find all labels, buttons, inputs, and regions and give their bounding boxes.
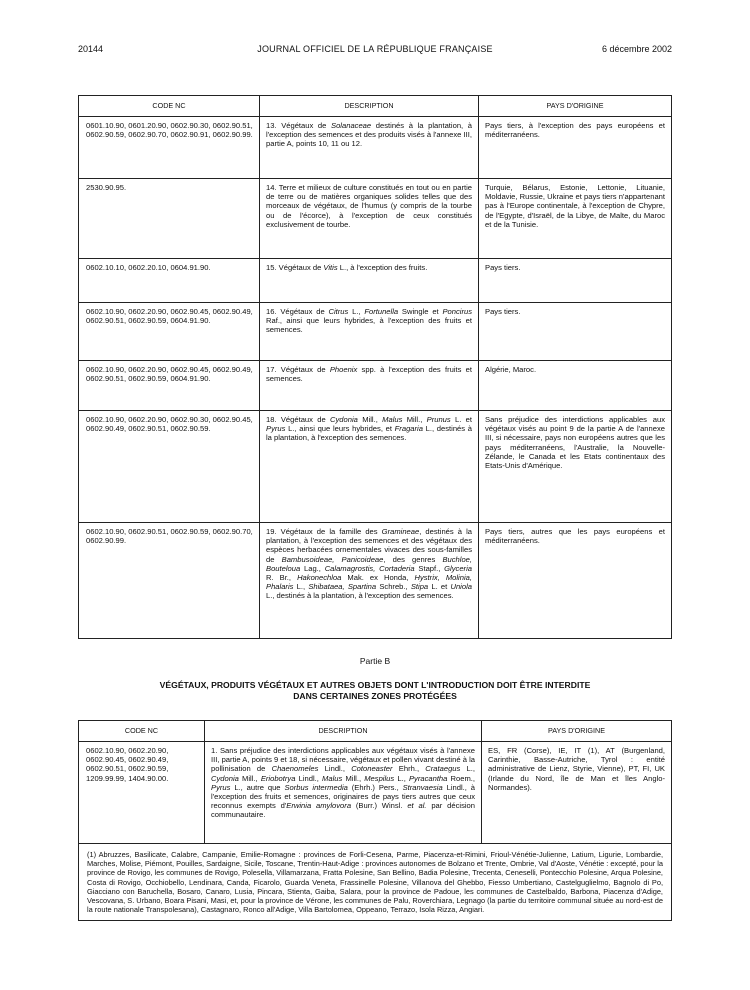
- table-row: [79, 411, 672, 523]
- table-header-row: [79, 721, 672, 742]
- section-title-line-1: VÉGÉTAUX, PRODUITS VÉGÉTAUX ET AUTRES OBJETS DONT L'INTRODUCTION DOIT ÊTRE INTERDITE: [159, 680, 591, 690]
- col-header-code: CODE NC: [79, 721, 205, 742]
- cell-origin: Pays tiers.: [479, 259, 672, 303]
- cell-description: 18. Végétaux de Cydonia Mill., Malus Mill., Prunus L. et Pyrus L., ainsi que leurs hybrides, et Fragaria L., destinés à la plantation, à l'exception des semences.: [260, 411, 479, 523]
- table-row: [79, 523, 672, 639]
- col-header-code: CODE NC: [79, 96, 260, 117]
- cell-origin: Turquie, Bélarus, Estonie, Lettonie, Lituanie, Moldavie, Russie, Ukraine et pays tiers n'appartenant pas à l'Europe continentale, à l'exception de Chypre, de l'Egypte, d'Israël, de la Libye, de Malte, du Maroc et de la Tunisie.: [479, 179, 672, 259]
- cell-code: 2530.90.95.: [79, 179, 260, 259]
- table-header-row: [79, 96, 672, 117]
- publication-date: 6 décembre 2002: [601, 44, 672, 54]
- cell-code: 0602.10.90, 0602.20.90, 0602.90.45, 0602.90.49, 0602.90.51, 0602.90.59, 0604.91.90.: [79, 361, 260, 411]
- footnote-row: [79, 844, 672, 921]
- cell-description: 15. Végétaux de Vitis L., à l'exception des fruits.: [260, 259, 479, 303]
- col-header-origin: PAYS D'ORIGINE: [482, 721, 672, 742]
- cell-code: 0602.10.10, 0602.20.10, 0604.91.90.: [79, 259, 260, 303]
- cell-origin: Pays tiers, autres que les pays européens et méditerranéens.: [479, 523, 672, 639]
- cell-origin: Pays tiers.: [479, 303, 672, 361]
- table-partie-a: [78, 95, 672, 639]
- journal-title: JOURNAL OFFICIEL DE LA RÉPUBLIQUE FRANÇAISE: [257, 44, 493, 54]
- footnote: (1) Abruzzes, Basilicate, Calabre, Campanie, Emilie-Romagne : provinces de Forli-Cesena, Parme, Piacenza-et-Rimini, Frioul-Vénétie-Julienne, Latium, Ligurie, Lombardie, Marches, Molise, Piémont, Pouilles, Sardaigne, Sicile, Toscane, Trentin-Haut-Adige : provinces autonomes de Bolzano et Trente, Ombrie, Val d'Aoste, Vénétie : excepté, pour la province de Rovigo, les communes de Rovigo, Polesella, Villamarzana, Fratta Polesine, San Bellino, Badia Polesine, Trecenta, Ceneselli, Pontecchio Polesine, Arqua Polesine, Costa di Rovigo, Occhiobello, Lendinara, Canda, Ficarolo, Guarda Veneta, Frassinelle Polesine, Villanova del Ghebbo, Fiesso Umbertiano, Castelguglielmo, Bagnolo di Po, Giacciano con Baruchella, Bosaro, Canaro, Lusia, Pincara, Stienta, Gaiba, Salara, pour la province de Padoue, les communes de Castelbaldo, Barbona, Piacenza d'Adige, Vescovana, S. Urbano, Boara Pisani, Masi, et, pour la province de Vérone, les communes de Palu, Roverchiara, Legnago (la partie du territoire communal située au nord-est de la route nationale Transpolesana), Castagnaro, Ronco all'Adige, Villa Bartolomea, Oppeano, Terrazo, Isola Rizza, Angiari.: [79, 844, 672, 921]
- col-header-description: DESCRIPTION: [260, 96, 479, 117]
- section-title-line-2: DANS CERTAINES ZONES PROTÉGÉES: [293, 691, 457, 701]
- cell-description: 14. Terre et milieux de culture constitués en tout ou en partie de terre ou de matières organiques solides telles que des morceaux de végétaux, de l'humus (y compris de la tourbe ou de l'écorce), à l'exception de ceux constitués exclusivement de tourbe.: [260, 179, 479, 259]
- cell-description: 17. Végétaux de Phoenix spp. à l'exception des fruits et semences.: [260, 361, 479, 411]
- section-title: [78, 680, 672, 702]
- cell-code: 0602.10.90, 0602.90.51, 0602.90.59, 0602.90.70, 0602.90.99.: [79, 523, 260, 639]
- cell-code: 0602.10.90, 0602.20.90, 0602.90.30, 0602.90.45, 0602.90.49, 0602.90.51, 0602.90.59.: [79, 411, 260, 523]
- section-label: Partie B: [359, 656, 391, 666]
- table-row: [79, 117, 672, 179]
- cell-description: 16. Végétaux de Citrus L., Fortunella Swingle et Poncirus Raf., ainsi que leurs hybrides, à l'exception des fruits et semences.: [260, 303, 479, 361]
- cell-description: 1. Sans préjudice des interdictions applicables aux végétaux visés à l'annexe III, partie A, points 9 et 18, si nécessaire, végétaux et pollen vivant destiné à la pollinisation de Chaenomeles Lindl., Cotoneaster Ehrh., Crataegus L., Cydonia Mill., Eriobotrya Lindl., Malus Mill., Mespilus L., Pyracantha Roem., Pyrus L., autre que Sorbus intermedia (Ehrh.) Pers., Stranvaesia Lindl., à l'exception des fruits et semences, originaires de pays tiers autres que ceux reconnus exempts d'Erwinia amylovora (Burr.) Winsl. et al. par décision communautaire.: [205, 742, 482, 844]
- col-header-origin: PAYS D'ORIGINE: [479, 96, 672, 117]
- table-row: [79, 303, 672, 361]
- cell-code: 0602.10.90, 0602.20.90, 0602.90.45, 0602.90.49, 0602.90.51, 0602.90.59, 1209.99.99, 1404.90.00.: [79, 742, 205, 844]
- cell-origin: Pays tiers, à l'exception des pays européens et méditerranéens.: [479, 117, 672, 179]
- table-row: [79, 361, 672, 411]
- cell-code: 0602.10.90, 0602.20.90, 0602.90.45, 0602.90.49, 0602.90.51, 0602.90.59, 0604.91.90.: [79, 303, 260, 361]
- cell-description: 19. Végétaux de la famille des Gramineae, destinés à la plantation, à l'exception des semences et des végétaux des espèces herbacées ornementales vivaces des sous-familles de Bambusoideae, Panicoideae, des genres Buchloe, Bouteloua Lag., Calamagrostis, Cortaderia Stapf., Glyceria R. Br., Hakonechloa Mak. ex Honda, Hystrix, Molinia, Phalaris L., Shibataea, Spartina Schreb., Stipa L. et Uniola L., destinés à la plantation, à l'exception des semences.: [260, 523, 479, 639]
- cell-origin: Sans préjudice des interdictions applicables aux végétaux visés au point 9 de la partie A de l'annexe III, si nécessaire, pays non européens autres que les pays méditerranéens, l'Australie, la Nouvelle-Zélande, le Canada et les Etats continentaux des Etats-Unis d'Amérique.: [479, 411, 672, 523]
- table-partie-b: [78, 720, 672, 921]
- cell-origin: Algérie, Maroc.: [479, 361, 672, 411]
- page-number: 20144: [78, 44, 104, 54]
- cell-code: 0601.10.90, 0601.20.90, 0602.90.30, 0602.90.51, 0602.90.59, 0602.90.70, 0602.90.91, 0602.90.99.: [79, 117, 260, 179]
- table-row: [79, 179, 672, 259]
- col-header-description: DESCRIPTION: [205, 721, 482, 742]
- table-row: [79, 259, 672, 303]
- page-header: [78, 44, 672, 58]
- cell-origin: ES, FR (Corse), IE, IT (1), AT (Burgenland, Carinthie, Basse-Autriche, Tyrol : entité administrative de Lienz, Styrie, Vienne), PT, FI, UK (Irlande du Nord, île de Man et îles Anglo-Normandes).: [482, 742, 672, 844]
- table-row: [79, 742, 672, 844]
- cell-description: 13. Végétaux de Solanaceae destinés à la plantation, à l'exception des semences et des produits visés à l'annexe III, partie A, points 10, 11 ou 12.: [260, 117, 479, 179]
